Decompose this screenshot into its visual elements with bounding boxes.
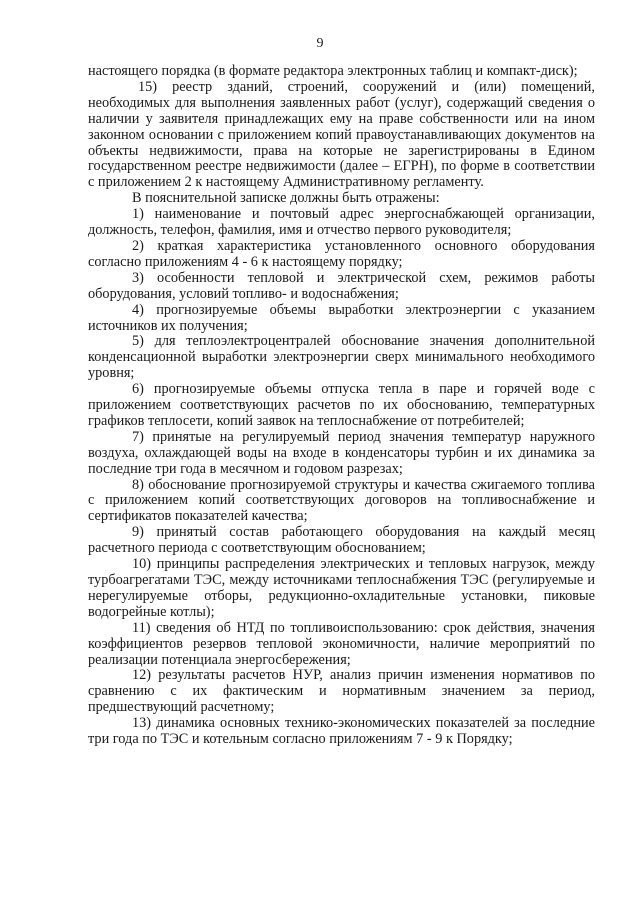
list-item-8: 8) обоснование прогнозируемой структуры и качества сжигаемого топлива с приложением копий соответствующих договоров на топливоснабжение и сертификатов показателей качества; bbox=[88, 476, 595, 525]
list-item-5: 5) для теплоэлектроцентралей обоснование значения дополнительной конденсационной выработки электроэнергии сверх минимального необходимого уровня; bbox=[88, 333, 595, 382]
list-item-13: 13) динамика основных технико-экономических показателей за последние три года по ТЭС и котельным согласно приложениям 7 - 9 к Порядку; bbox=[88, 715, 595, 748]
paragraph-intro: В пояснительной записке должны быть отражены: bbox=[132, 190, 440, 207]
list-item-1: 1) наименование и почтовый адрес энергоснабжающей организации, должность, телефон, фамилия, имя и отчество первого руководителя; bbox=[88, 206, 595, 239]
list-item-2: 2) краткая характеристика установленного основного оборудования согласно приложениям 4 - 6 к настоящему порядку; bbox=[88, 237, 595, 270]
list-item-4: 4) прогнозируемые объемы выработки электроэнергии с указанием источников их получения; bbox=[88, 301, 595, 334]
list-item-9: 9) принятый состав работающего оборудования на каждый месяц расчетного периода с соответствующим обоснованием; bbox=[88, 524, 595, 557]
paragraph-continuation: настоящего порядка (в формате редактора электронных таблиц и компакт-диск); bbox=[88, 63, 578, 79]
page-number: 9 bbox=[316, 36, 324, 51]
list-item-6: 6) прогнозируемые объемы отпуска тепла в паре и горячей воде с приложением соответствующих расчетов по их обоснованию, температурных графиков теплосети, копий заявок на теплоснабжение от потребителей; bbox=[88, 381, 595, 429]
list-item-3: 3) особенности тепловой и электрической схем, режимов работы оборудования, условий топливо- и водоснабжения; bbox=[88, 269, 595, 302]
document-body bbox=[88, 64, 595, 748]
paragraph-item-15: 15) реестр зданий, строений, сооружений и (или) помещений, необходимых для выполнения заявленных работ (услуг), содержащий сведения о наличии у заявителя принадлежащих ему на праве собственности или на ином законном основании с приложением копий правоустанавливающих документов на объекты недвижимости, права на которые не зарегистрированы в Едином государственном реестре недвижимости (далее – ЕГРН), по форме в соответствии с приложением 2 к настоящему Административному регламенту. bbox=[88, 78, 595, 191]
list-item-7: 7) принятые на регулируемый период значения температур наружного воздуха, охлаждающей воды на входе в конденсаторы турбин и их динамика за последние три года в месячном и годовом разрезах; bbox=[88, 428, 595, 477]
list-item-12: 12) результаты расчетов НУР, анализ причин изменения нормативов по сравнению с их фактическим и нормативным значением за период, предшествующий расчетному; bbox=[88, 667, 595, 716]
list-item-10: 10) принципы распределения электрических и тепловых нагрузок, между турбоагрегатами ТЭС, между источниками теплоснабжения ТЭС (регулируемые и нерегулируемые отборы, редукционно-охладительные установки, пиковые водогрейные котлы); bbox=[88, 556, 595, 620]
list-item-11: 11) сведения об НТД по топливоиспользованию: срок действия, значения коэффициентов резервов тепловой экономичности, наличие мероприятий по реализации потенциала энергосбережения; bbox=[88, 619, 595, 668]
